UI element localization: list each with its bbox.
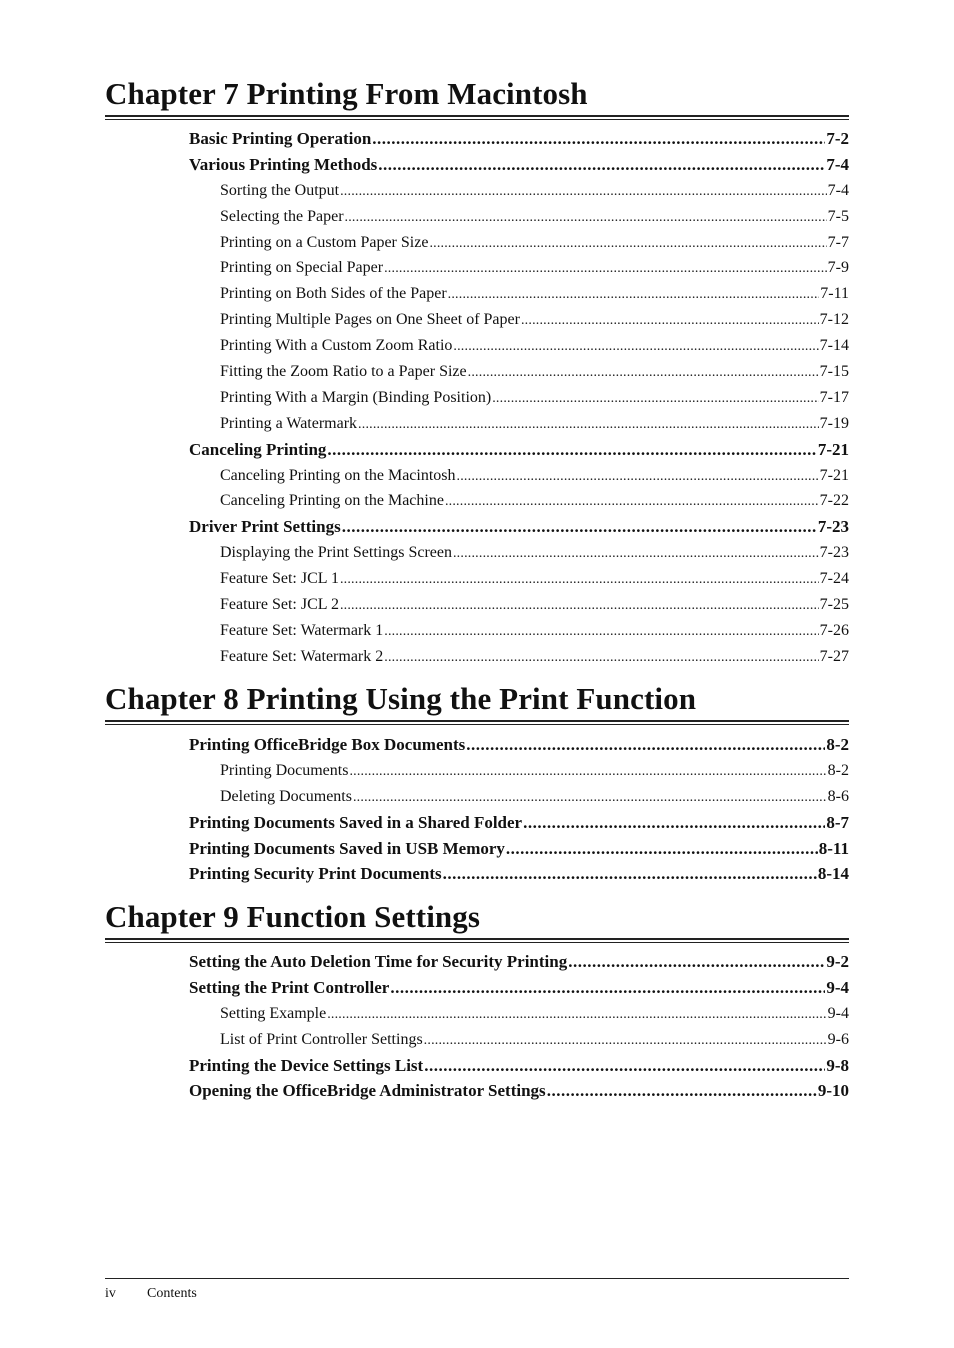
toc-entry-title: Printing Documents Saved in a Shared Folder (189, 812, 523, 832)
toc-entry-page: 7-12 (819, 311, 849, 329)
toc-subsection-entry[interactable] (189, 333, 849, 359)
toc-entry-title: Setting Example (220, 1004, 327, 1022)
heading-rule (105, 720, 849, 722)
dot-leader (521, 307, 819, 333)
toc-subsection-entry[interactable] (189, 385, 849, 411)
dot-leader (429, 230, 826, 256)
toc-entry-title: Basic Printing Operation (189, 129, 372, 148)
dot-leader (448, 281, 820, 307)
toc-entry-title: Printing on Both Sides of the Paper (220, 285, 447, 303)
chapter-heading: Chapter 9 Function Settings (105, 899, 481, 934)
toc-entry-title: Printing Multiple Pages on One Sheet of Paper (220, 311, 520, 329)
chapter-9-toc (189, 949, 849, 1104)
toc-entry-page: 7-26 (819, 621, 849, 639)
toc-subsection-entry[interactable] (189, 411, 849, 437)
dot-leader (327, 1001, 826, 1027)
dot-leader (327, 437, 816, 463)
toc-entry-page: 9-4 (826, 977, 849, 997)
dot-leader (384, 618, 818, 644)
toc-entry-title: Feature Set: Watermark 2 (220, 647, 384, 665)
toc-subsection-entry[interactable] (189, 540, 849, 566)
toc-entry-title: Printing a Watermark (220, 414, 358, 432)
dot-leader (453, 333, 818, 359)
toc-entry-page: 7-4 (826, 154, 849, 174)
toc-section-entry[interactable] (189, 732, 849, 758)
toc-entry-page: 7-15 (819, 363, 849, 381)
chapter-heading: Chapter 7 Printing From Macintosh (105, 76, 588, 111)
toc-entry-page: 7-2 (826, 129, 849, 148)
toc-subsection-entry[interactable] (189, 566, 849, 592)
dot-leader (340, 592, 819, 618)
dot-leader (345, 204, 827, 230)
toc-entry-title: Feature Set: JCL 2 (220, 596, 339, 614)
toc-entry-page: 8-7 (826, 812, 849, 832)
toc-entry-title: Feature Set: JCL 1 (220, 570, 339, 588)
toc-entry-page: 7-21 (817, 439, 849, 459)
toc-subsection-entry[interactable] (189, 463, 849, 489)
dot-leader (466, 732, 825, 758)
toc-subsection-entry[interactable] (189, 178, 849, 204)
chapter-heading: Chapter 8 Printing Using the Print Function (105, 681, 697, 716)
heading-rule (105, 115, 849, 117)
dot-leader (523, 810, 825, 836)
toc-entry-title: Displaying the Print Settings Screen (220, 544, 452, 562)
dot-leader (372, 126, 825, 152)
dot-leader (353, 784, 827, 810)
dot-leader (424, 1027, 827, 1053)
toc-entry-title: Sorting the Output (220, 181, 340, 199)
dot-leader (358, 411, 819, 437)
toc-entry-title: Printing OfficeBridge Box Documents (189, 735, 466, 754)
toc-subsection-entry[interactable] (189, 1001, 849, 1027)
dot-leader (468, 359, 819, 385)
chapter-8-header (105, 681, 849, 725)
toc-entry-page: 8-14 (817, 864, 849, 884)
toc-section-entry[interactable] (189, 437, 849, 463)
heading-rule (105, 942, 849, 943)
chapter-9-header (105, 899, 849, 943)
toc-entry-page: 7-22 (819, 492, 849, 510)
toc-entry-page: 7-11 (820, 285, 849, 303)
toc-subsection-entry[interactable] (189, 281, 849, 307)
toc-entry-page: 7-24 (819, 570, 849, 588)
toc-entry-page: 8-6 (827, 787, 849, 805)
toc-entry-title: Printing Documents (220, 761, 349, 779)
toc-section-entry[interactable] (189, 514, 849, 540)
toc-entry-title: Canceling Printing on the Machine (220, 492, 444, 510)
chapter-8-toc (189, 732, 849, 887)
dot-leader (349, 758, 826, 784)
toc-entry-page: 7-14 (819, 337, 849, 355)
toc-entry-page: 8-2 (827, 761, 849, 779)
dot-leader (384, 255, 827, 281)
dot-leader (492, 385, 818, 411)
toc-entry-page: 7-19 (819, 414, 849, 432)
toc-subsection-entry[interactable] (189, 592, 849, 618)
page-footer (105, 1286, 197, 1302)
page-number: iv (105, 1286, 116, 1301)
toc-entry-page: 8-11 (818, 838, 849, 858)
toc-entry-title: Fitting the Zoom Ratio to a Paper Size (220, 363, 467, 381)
toc-subsection-entry[interactable] (189, 644, 849, 670)
heading-rule (105, 724, 849, 725)
toc-section-entry[interactable] (189, 1078, 849, 1104)
toc-subsection-entry[interactable] (189, 784, 849, 810)
toc-section-entry[interactable] (189, 975, 849, 1001)
toc-subsection-entry[interactable] (189, 359, 849, 385)
toc-subsection-entry[interactable] (189, 204, 849, 230)
toc-entry-page: 7-23 (819, 544, 849, 562)
toc-subsection-entry[interactable] (189, 618, 849, 644)
toc-section-entry[interactable] (189, 810, 849, 836)
toc-entry-page: 7-25 (819, 596, 849, 614)
dot-leader (568, 949, 825, 975)
toc-entry-page: 7-5 (827, 207, 849, 225)
heading-rule (105, 938, 849, 940)
toc-entry-page: 9-10 (817, 1081, 849, 1101)
dot-leader (453, 540, 819, 566)
toc-section-entry[interactable] (189, 949, 849, 975)
toc-entry-page: 7-27 (819, 647, 849, 665)
toc-entry-title: Opening the OfficeBridge Administrator Settings (189, 1081, 546, 1101)
toc-entry-title: Driver Print Settings (189, 517, 341, 537)
toc-subsection-entry[interactable] (189, 307, 849, 333)
dot-leader (340, 566, 819, 592)
dot-leader (506, 836, 818, 862)
dot-leader (384, 644, 818, 670)
footer-rule (105, 1278, 849, 1279)
toc-entry-page: 7-4 (827, 181, 849, 199)
toc-section-entry[interactable] (189, 152, 849, 178)
toc-entry-page: 7-7 (827, 233, 849, 251)
toc-entry-title: Selecting the Paper (220, 207, 344, 225)
chapter-7-toc (189, 126, 849, 670)
toc-section-entry[interactable] (189, 126, 849, 152)
toc-entry-title: Canceling Printing (189, 439, 327, 459)
toc-section-entry[interactable] (189, 861, 849, 887)
dot-leader (390, 975, 825, 1001)
dot-leader (342, 514, 817, 540)
dot-leader (340, 178, 827, 204)
dot-leader (378, 152, 825, 178)
dot-leader (457, 463, 819, 489)
toc-entry-page: 9-6 (827, 1030, 849, 1048)
toc-subsection-entry[interactable] (189, 255, 849, 281)
toc-section-entry[interactable] (189, 1053, 849, 1079)
toc-section-entry[interactable] (189, 836, 849, 862)
toc-entry-title: Printing on a Custom Paper Size (220, 233, 429, 251)
toc-subsection-entry[interactable] (189, 488, 849, 514)
toc-subsection-entry[interactable] (189, 1027, 849, 1053)
toc-entry-title: Setting the Auto Deletion Time for Security Printing (189, 952, 568, 971)
toc-entry-title: Deleting Documents (220, 787, 352, 805)
dot-leader (445, 488, 819, 514)
dot-leader (443, 861, 817, 887)
toc-entry-title: Printing Security Print Documents (189, 864, 442, 884)
toc-entry-title: Feature Set: Watermark 1 (220, 621, 384, 639)
toc-entry-page: 8-2 (826, 735, 849, 754)
toc-entry-title: Printing With a Custom Zoom Ratio (220, 337, 453, 355)
dot-leader (424, 1053, 825, 1079)
toc-subsection-entry[interactable] (189, 230, 849, 256)
toc-entry-page: 9-8 (826, 1055, 849, 1075)
toc-entry-page: 7-9 (827, 259, 849, 277)
heading-rule (105, 119, 849, 120)
toc-entry-page: 7-21 (819, 466, 849, 484)
chapter-7-header (105, 76, 849, 120)
toc-entry-page: 9-2 (826, 952, 849, 971)
footer-section: Contents (147, 1286, 197, 1301)
dot-leader (547, 1078, 817, 1104)
toc-subsection-entry[interactable] (189, 758, 849, 784)
toc-entry-page: 9-4 (827, 1004, 849, 1022)
toc-entry-title: Setting the Print Controller (189, 977, 390, 997)
toc-entry-title: List of Print Controller Settings (220, 1030, 423, 1048)
toc-entry-page: 7-17 (819, 388, 849, 406)
toc-entry-title: Various Printing Methods (189, 154, 378, 174)
toc-entry-title: Printing Documents Saved in USB Memory (189, 838, 505, 858)
toc-entry-title: Canceling Printing on the Macintosh (220, 466, 456, 484)
toc-entry-title: Printing With a Margin (Binding Position) (220, 388, 492, 406)
toc-entry-title: Printing the Device Settings List (189, 1055, 424, 1075)
toc-entry-title: Printing on Special Paper (220, 259, 384, 277)
toc-entry-page: 7-23 (817, 517, 849, 537)
